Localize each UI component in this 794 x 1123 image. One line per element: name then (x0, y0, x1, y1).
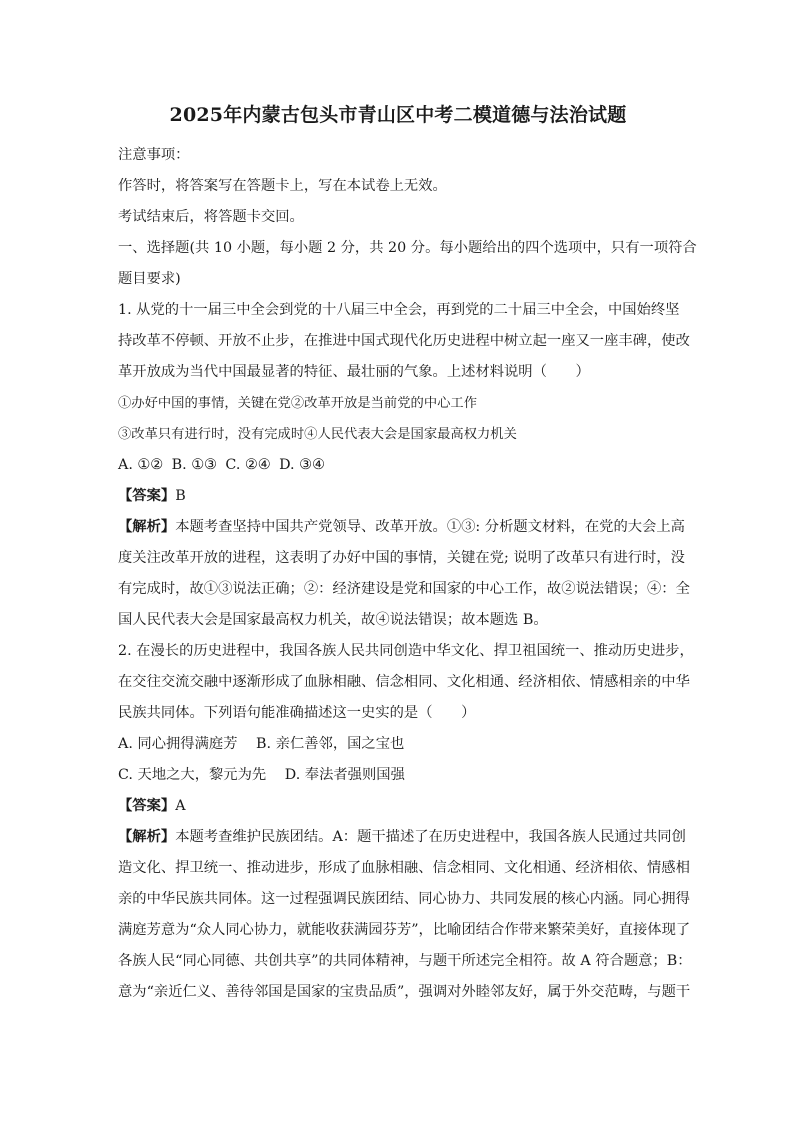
analysis-line: 有完成时，故①③说法正确；②：经济建设是党和国家的中心工作，故②说法错误；④：全 (118, 581, 690, 597)
analysis-line: 意为“亲近仁义、善待邻国是国家的宝贵品质”，强调对外睦邻友好，属于外交范畴，与题干 (118, 984, 691, 1000)
analysis-text: 本题考查坚持中国共产党领导、改革开放。①③: 分析题文材料，在党的大会上高 (175, 519, 685, 535)
option-d: D. 奉法者强则国强 (284, 767, 405, 783)
notice-item: 作答时，将答案写在答题卡上，写在本试卷上无效。 (118, 178, 447, 194)
option-a: A. ①② (118, 457, 164, 473)
section-heading-cont: 题目要求) (118, 271, 181, 287)
analysis-line: 满庭芳意为“众人同心协力，就能收获满园芬芳”，比喻团结合作带来繁荣美好，直接体现了 (118, 922, 691, 938)
page-title: 2025年内蒙古包头市青山区中考二模道德与法治试题 (169, 104, 627, 126)
answer-options (118, 729, 678, 760)
question-stem-line: 在交往交流交融中逐渐形成了血脉相融、信念相同、文化相通、经济相依、情感相亲的中华 (118, 674, 690, 690)
option-c: C. 天地之大，黎元为先 (118, 767, 267, 783)
notice-heading: 注意事项： (118, 147, 190, 163)
answer-options (118, 450, 678, 481)
answer-line (118, 791, 678, 822)
analysis-line: 亲的中华民族共同体。这一过程强调民族团结、同心协力、共同发展的核心内涵。同心拥得 (118, 891, 690, 907)
question-stem-line: 革开放成为当代中国最显著的特征、最壮丽的气象。上述材料说明（ ） (118, 364, 590, 380)
notice-item: 考试结束后，将答题卡交回。 (118, 209, 304, 225)
option-a: A. 同心拥得满庭芳 (118, 736, 238, 752)
question-1 (118, 295, 690, 636)
statement-line: ③改革只有进行时，没有完成时④人民代表大会是国家最高权力机关 (118, 427, 517, 442)
question-2 (118, 636, 694, 1008)
option-b: B. ①③ (171, 457, 217, 473)
analysis-label: 【解析】 (118, 519, 176, 535)
analysis-label: 【解析】 (118, 829, 176, 845)
question-stem-line: 2. 在漫长的历史进程中，我国各族人民共同创造中华文化、捍卫祖国统一、推动历史进步， (118, 643, 694, 659)
answer-options (118, 760, 678, 791)
analysis-text: 本题考查维护民族团结。A：题干描述了在历史进程中，我国各族人民通过共同创 (175, 829, 686, 845)
option-b: B. 亲仁善邻，国之宝也 (256, 736, 405, 752)
answer-value: A (175, 798, 186, 814)
analysis-line: 度关注改革开放的进程，这表明了办好中国的事情，关键在党; 说明了改革只有进行时，没 (118, 550, 685, 566)
analysis-line: 各族人民“同心同德、共创共享”的共同体精神，与题干所述完全相符。故 A 符合题意；B： (118, 953, 692, 969)
answer-label: 【答案】 (118, 488, 176, 504)
analysis-line: 造文化、捍卫统一、推动进步，形成了血脉相融、信念相同、文化相通、经济相依、情感相 (118, 860, 690, 876)
statement-line: ①办好中国的事情，关键在党②改革开放是当前党的中心工作 (118, 396, 478, 411)
option-d: D. ③④ (279, 457, 325, 473)
option-c: C. ②④ (225, 457, 271, 473)
answer-value: B (175, 488, 186, 504)
analysis-line (118, 512, 685, 543)
question-stem-line: 民族共同体。下列语句能准确描述这一史实的是（ ） (118, 705, 476, 721)
answer-line (118, 481, 678, 512)
answer-label: 【答案】 (118, 798, 176, 814)
analysis-line (118, 822, 686, 853)
question-stem-line: 1. 从党的十一届三中全会到党的十八届三中全会，再到党的二十届三中全会，中国始终坚 (118, 302, 680, 318)
section-heading: 一、选择题(共 10 小题，每小题 2 分，共 20 分。每小题给出的四个选项中，只有一项符合 (118, 240, 697, 256)
question-stem-line: 持改革不停顿、开放不止步，在推进中国式现代化历史进程中树立起一座又一座丰碑，使改 (118, 333, 690, 349)
exam-page (118, 100, 697, 1008)
analysis-line: 国人民代表大会是国家最高权力机关，故④说法错误；故本题选 B。 (118, 612, 548, 628)
